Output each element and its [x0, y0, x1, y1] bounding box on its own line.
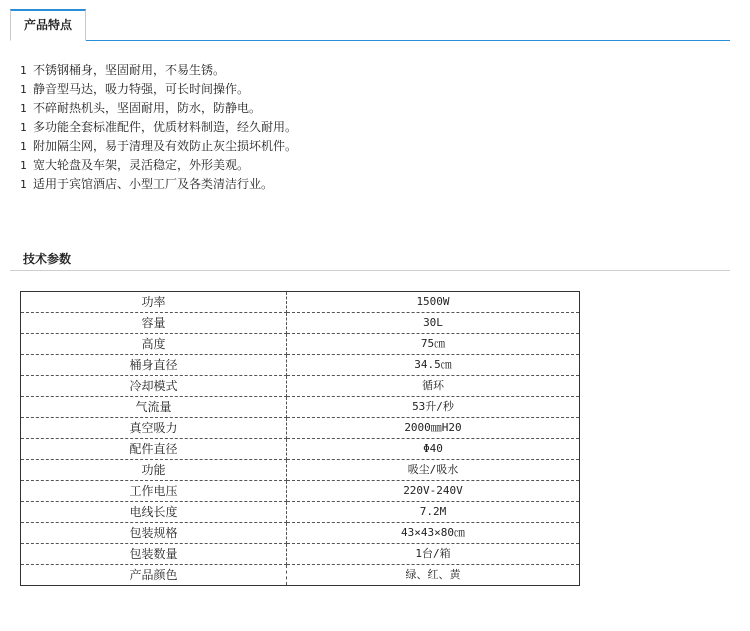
table-row	[21, 565, 580, 586]
spec-key: 配件直径	[21, 439, 287, 460]
table-row	[21, 523, 580, 544]
spec-key: 工作电压	[21, 481, 287, 502]
feature-item	[20, 80, 297, 99]
spec-key: 功能	[21, 460, 287, 481]
table-row	[21, 439, 580, 460]
spec-value: 绿、红、黄	[287, 565, 580, 586]
feature-item	[20, 137, 297, 156]
spec-value: 34.5㎝	[287, 355, 580, 376]
spec-value: 吸尘/吸水	[287, 460, 580, 481]
spec-key: 冷却模式	[21, 376, 287, 397]
spec-key: 容量	[21, 313, 287, 334]
feature-bullet: 1	[20, 178, 27, 191]
section-divider	[10, 270, 730, 271]
spec-key: 真空吸力	[21, 418, 287, 439]
table-row	[21, 502, 580, 523]
table-row	[21, 355, 580, 376]
table-row	[21, 460, 580, 481]
feature-text: 附加隔尘网，易于清理及有效防止灰尘损坏机件。	[33, 139, 298, 153]
feature-bullet: 1	[20, 159, 27, 172]
spec-value: 43×43×80㎝	[287, 523, 580, 544]
spec-value: 1500W	[287, 292, 580, 313]
table-row	[21, 397, 580, 418]
table-row	[21, 376, 580, 397]
spec-value: Φ40	[287, 439, 580, 460]
feature-text: 宽大轮盘及车架，灵活稳定，外形美观。	[33, 158, 250, 172]
table-row	[21, 313, 580, 334]
spec-key: 桶身直径	[21, 355, 287, 376]
spec-key: 包装数量	[21, 544, 287, 565]
spec-value: 7.2M	[287, 502, 580, 523]
feature-bullet: 1	[20, 83, 27, 96]
spec-table	[20, 291, 580, 586]
table-row	[21, 544, 580, 565]
tab-product-features[interactable]: 产品特点	[10, 9, 86, 41]
spec-key: 气流量	[21, 397, 287, 418]
feature-item	[20, 118, 297, 137]
table-row	[21, 418, 580, 439]
spec-value: 2000㎜H20	[287, 418, 580, 439]
feature-text: 不锈钢桶身，坚固耐用，不易生锈。	[33, 63, 226, 77]
feature-bullet: 1	[20, 140, 27, 153]
spec-value: 1台/箱	[287, 544, 580, 565]
feature-text: 多功能全套标准配件，优质材料制造，经久耐用。	[33, 120, 298, 134]
feature-item	[20, 156, 297, 175]
table-row	[21, 481, 580, 502]
table-row	[21, 334, 580, 355]
feature-text: 不碎耐热机头，坚固耐用，防水，防静电。	[33, 101, 262, 115]
feature-list	[20, 61, 297, 194]
table-row	[21, 292, 580, 313]
feature-item	[20, 175, 297, 194]
spec-value: 30L	[287, 313, 580, 334]
spec-key: 产品颜色	[21, 565, 287, 586]
feature-bullet: 1	[20, 64, 27, 77]
feature-text: 静音型马达，吸力特强，可长时间操作。	[33, 82, 250, 96]
feature-bullet: 1	[20, 121, 27, 134]
spec-value: 循环	[287, 376, 580, 397]
spec-value: 220V-240V	[287, 481, 580, 502]
spec-key: 包装规格	[21, 523, 287, 544]
spec-key: 高度	[21, 334, 287, 355]
feature-item	[20, 61, 297, 80]
spec-value: 53升/秒	[287, 397, 580, 418]
spec-key: 功率	[21, 292, 287, 313]
feature-item	[20, 99, 297, 118]
specs-title: 技术参数	[23, 252, 72, 266]
product-tab-bar	[10, 9, 730, 41]
spec-value: 75㎝	[287, 334, 580, 355]
spec-key: 电线长度	[21, 502, 287, 523]
feature-bullet: 1	[20, 102, 27, 115]
feature-text: 适用于宾馆酒店、小型工厂及各类清洁行业。	[33, 177, 274, 191]
